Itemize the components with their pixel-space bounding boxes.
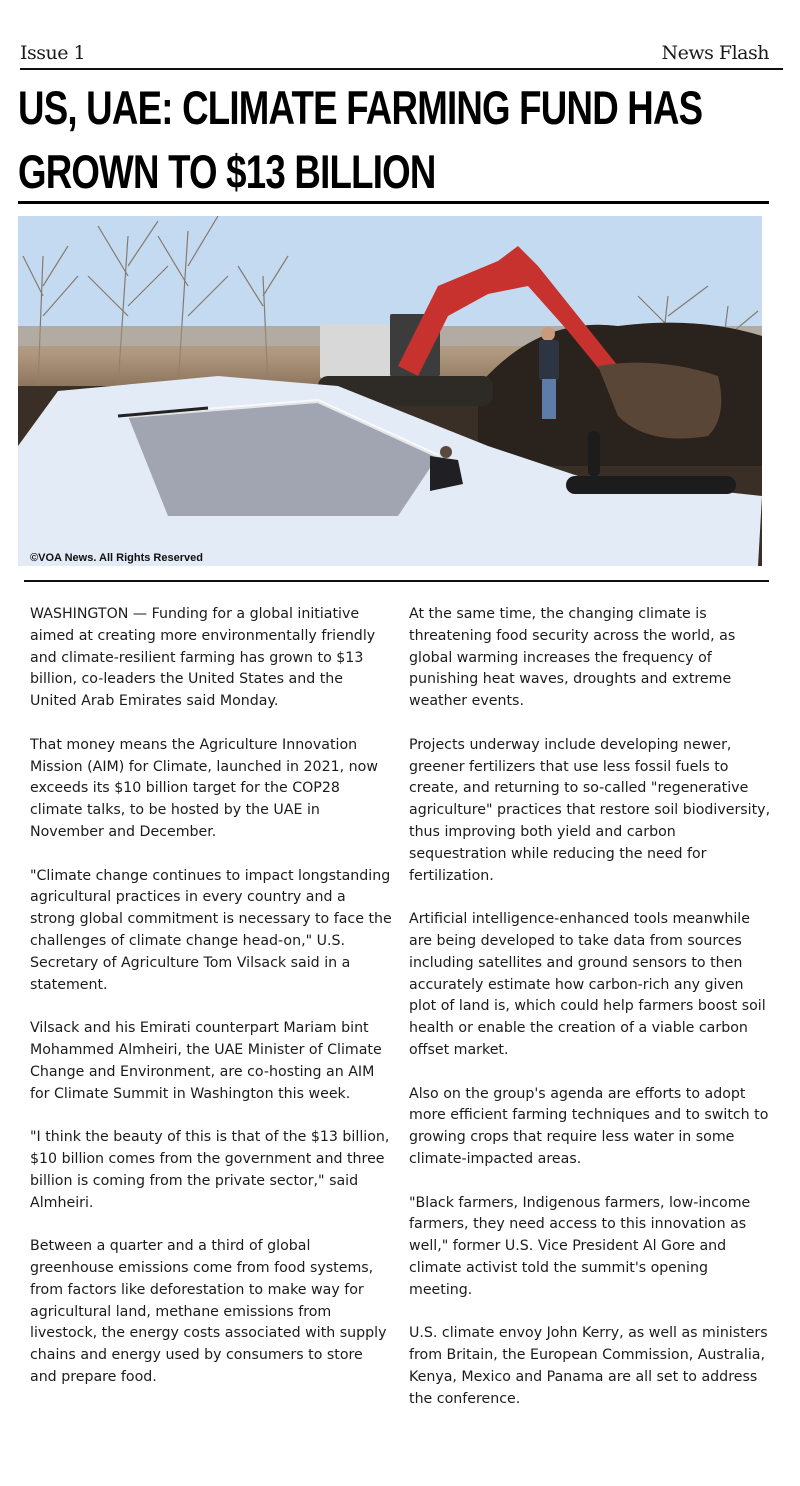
masthead: [20, 42, 783, 70]
photo-divider: [24, 580, 769, 582]
paragraph: "I think the beauty of this is that of the $13 billion, $10 billion comes from the government and three billion is coming from the private sector," said Almheiri.: [30, 1129, 390, 1211]
article-column-left: [30, 604, 392, 1410]
paragraph: WASHINGTON — Funding for a global initiative aimed at creating more environmentally friendly and climate-resilient farming has grown to $13 billion, co-leaders the United States and the United Arab Emirates said Monday.: [30, 606, 376, 710]
article-column-right: [409, 604, 771, 1432]
paragraph: Vilsack and his Emirati counterpart Mariam bint Mohammed Almheiri, the UAE Minister of Climate Change and Environment, are co-hosting an AIM for Climate Summit in Washington this week.: [30, 1020, 382, 1102]
paragraph: Also on the group's agenda are efforts to adopt more efficient farming techniques and to switch to growing crops that require less water in some climate-impacted areas.: [409, 1085, 769, 1167]
paragraph: "Climate change continues to impact longstanding agricultural practices in every country and a strong global commitment is necessary to face the challenges of climate change head-on," U.S. Secretary of Agriculture Tom Vilsack said in a statement.: [30, 867, 392, 993]
paragraph: Between a quarter and a third of global greenhouse emissions come from food systems, from factors like deforestation to make way for agricultural land, methane emissions from livestock, the energy costs associated with supply chains and energy used by consumers to store and prepare food.: [30, 1238, 387, 1385]
article-photo: [18, 216, 762, 566]
paragraph: Projects underway include developing newer, greener fertilizers that use less fossil fuels to create, and returning to so-called "regenerative agriculture" practices that restore soil biodiversity, thus improving both yield and carbon sequestration while reducing the need for fertilization.: [409, 736, 771, 884]
paragraph: U.S. climate envoy John Kerry, as well as ministers from Britain, the European Commission, Australia, Kenya, Mexico and Panama are all set to address the conference.: [409, 1325, 768, 1407]
drain-pipe: [566, 476, 736, 494]
issue-label: Issue 1: [20, 42, 86, 64]
headline: US, UAE: CLIMATE FARMING FUND HAS GROWN TO $13 BILLION: [18, 81, 703, 198]
paragraph: Artificial intelligence-enhanced tools meanwhile are being developed to take data from sources including satellites and ground sensors to then accurately estimate how carbon-rich any given plot of land is, which could help farmers boost soil health or enable the creation of a viable carbon offset market.: [409, 911, 766, 1058]
photo-credit: ©VOA News. All Rights Reserved: [30, 552, 203, 564]
section-label: News Flash: [661, 42, 769, 64]
paragraph: That money means the Agriculture Innovation Mission (AIM) for Climate, launched in 2021, now exceeds its $10 billion target for the COP28 climate talks, to be hosted by the UAE in November and December.: [30, 736, 378, 840]
paragraph: At the same time, the changing climate is threatening food security across the world, as global warming increases the frequency of punishing heat waves, droughts and extreme weather events.: [409, 606, 736, 710]
worker-standing: [539, 327, 559, 419]
paragraph: "Black farmers, Indigenous farmers, low-income farmers, they need access to this innovation as well," former U.S. Vice President Al Gore and climate activist told the summit's opening meeting.: [409, 1194, 751, 1298]
headline-divider: [18, 201, 769, 204]
photo-illustration: [18, 216, 762, 566]
